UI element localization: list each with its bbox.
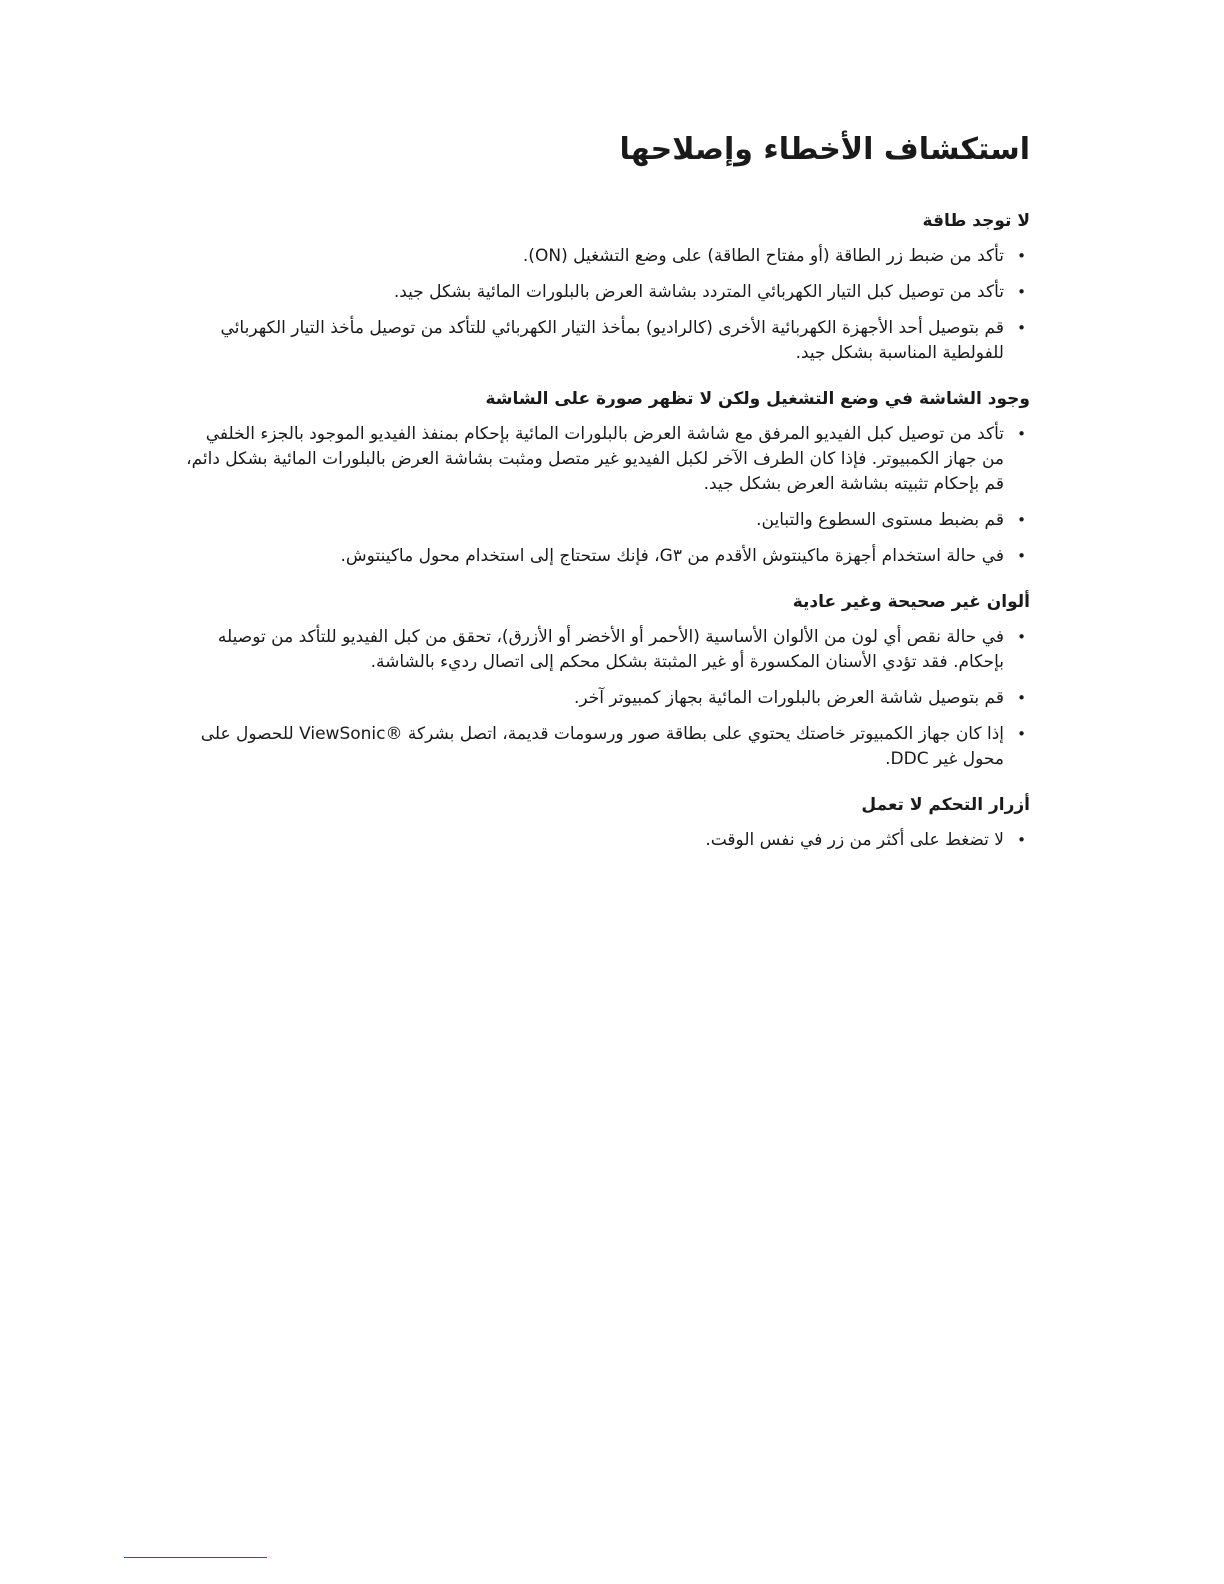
bullet-list	[184, 828, 1030, 853]
list-item-text: في حالة نقص أي لون من الألوان الأساسية (الأحمر أو الأخضر أو الأزرق)، تحقق من كبل الفيديو للتأكد من توصيله بإحكام. فقد تؤدي الأسنان المكسورة أو غير المثبتة بشكل محكم إلى اتصال رديء بالشاشة.	[217, 627, 1004, 672]
document-body	[184, 128, 1030, 873]
bullet-icon: •	[1017, 425, 1026, 443]
section-heading: لا توجد طاقة	[922, 211, 1030, 231]
bullet-list	[184, 625, 1030, 772]
list-item-text: لا تضغط على أكثر من زر في نفس الوقت.	[705, 830, 1004, 850]
section-no-image	[184, 386, 1030, 569]
list-item-text: قم بضبط مستوى السطوع والتباين.	[756, 510, 1004, 530]
section-heading: وجود الشاشة في وضع التشغيل ولكن لا تظهر صورة على الشاشة	[485, 389, 1030, 409]
bullet-icon: •	[1017, 247, 1026, 265]
list-item	[184, 244, 1030, 269]
page-title: استكشاف الأخطاء وإصلاحها	[619, 132, 1030, 167]
list-item	[184, 686, 1030, 711]
list-item	[184, 280, 1030, 305]
list-item	[184, 625, 1030, 675]
bullet-icon: •	[1017, 628, 1026, 646]
list-item-text: إذا كان جهاز الكمبيوتر خاصتك يحتوي على بطاقة صور ورسومات قديمة، اتصل بشركة ®ViewSonic للحصول على محول غير DDC.	[200, 724, 1004, 769]
bullet-icon: •	[1017, 283, 1026, 301]
bullet-icon: •	[1017, 547, 1026, 565]
list-item-text: تأكد من توصيل كبل الفيديو المرفق مع شاشة العرض بالبلورات المائية بإحكام بمنفذ الفيديو الموجود بالجزء الخلفي من جهاز الكمبيوتر. فإذا كان الطرف الآخر لكبل الفيديو غير متصل ومثبت بشاشة العرض بالبلورات المائية بشكل دائم، قم بإحكام تثبيته بشاشة العرض بشكل جيد.	[186, 424, 1004, 494]
bullet-icon: •	[1017, 319, 1026, 337]
list-item	[184, 828, 1030, 853]
section-wrong-colors	[184, 589, 1030, 772]
section-controls	[184, 792, 1030, 853]
list-item	[184, 722, 1030, 772]
list-item-text: تأكد من توصيل كبل التيار الكهربائي المتردد بشاشة العرض بالبلورات المائية بشكل جيد.	[393, 282, 1004, 302]
list-item-text: تأكد من ضبط زر الطاقة (أو مفتاح الطاقة) على وضع التشغيل (ON).	[522, 246, 1004, 266]
list-item	[184, 508, 1030, 533]
bullet-icon: •	[1017, 511, 1026, 529]
list-item	[184, 544, 1030, 569]
bullet-icon: •	[1017, 689, 1026, 707]
list-item	[184, 422, 1030, 497]
list-item-text: قم بتوصيل أحد الأجهزة الكهربائية الأخرى (كالراديو) بمأخذ التيار الكهربائي للتأكد من توصيل مأخذ التيار الكهربائي للفولطية المناسبة بشكل جيد.	[220, 318, 1004, 363]
list-item	[184, 316, 1030, 366]
section-no-power	[184, 208, 1030, 366]
bullet-icon: •	[1017, 831, 1026, 849]
section-heading: ألوان غير صحيحة وغير عادية	[792, 592, 1030, 612]
list-item-text: قم بتوصيل شاشة العرض بالبلورات المائية بجهاز كمبيوتر آخر.	[573, 688, 1004, 708]
bullet-list	[184, 244, 1030, 366]
bullet-list	[184, 422, 1030, 569]
section-heading: أزرار التحكم لا تعمل	[861, 795, 1030, 815]
bullet-icon: •	[1017, 725, 1026, 743]
footer-divider	[124, 1557, 267, 1558]
list-item-text: في حالة استخدام أجهزة ماكينتوش الأقدم من G٣، فإنك ستحتاج إلى استخدام محول ماكينتوش.	[340, 546, 1004, 566]
